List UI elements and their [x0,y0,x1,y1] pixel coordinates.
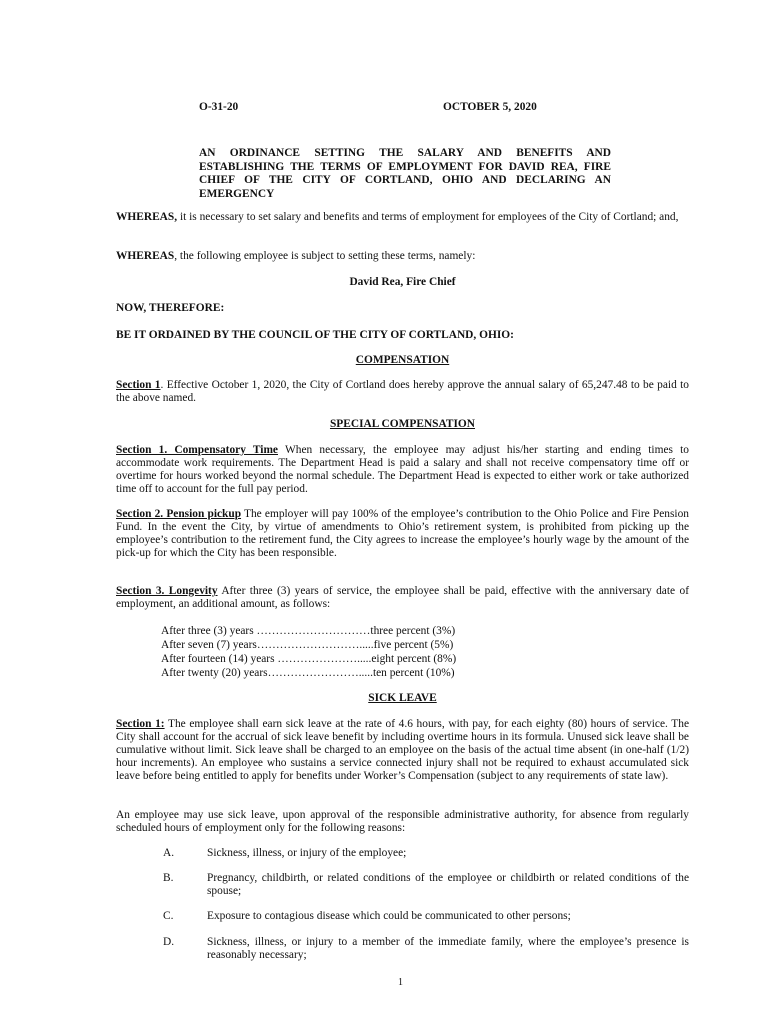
longevity-section [116,585,689,611]
reason-text: Exposure to contagious disease which could be communicated to other persons; [207,910,571,922]
longevity-tier: After twenty (20) years…………………….....ten percent (10%) [161,667,455,679]
ordinance-title: AN ORDINANCE SETTING THE SALARY AND BENEFITS AND ESTABLISHING THE TERMS OF EMPLOYMENT FOR DAVID REA, FIRE CHIEF OF THE CITY OF CORTLAND, OHIO AND DECLARING AN EMERGENCY [199,147,611,200]
ordinance-number: O-31-20 [199,101,239,113]
reason-text: Pregnancy, childbirth, or related conditions of the employee or childbirth or related conditions of the spouse; [207,872,689,897]
reason-letter: A. [163,847,175,859]
reason-text: Sickness, illness, or injury of the employee; [207,847,407,859]
compensatory-time-section [116,444,689,496]
longevity-tier: After three (3) years …………………………three percent (3%) [161,625,456,637]
section-label: Section 1 [116,379,161,391]
section-text: After three (3) years of service, the employee shall be paid, effective with the anniversary date of employment, an additional amount, as follows: [116,585,689,610]
sick-leave-heading: SICK LEAVE [368,692,437,704]
reason-letter: C. [163,910,174,922]
sick-leave-intro: An employee may use sick leave, upon approval of the responsible administrative authority, for absence from regularly scheduled hours of employment only for the following reasons: [116,809,689,834]
section-label: Section 3. Longevity [116,585,218,597]
section-text: The employee shall earn sick leave at the rate of 4.6 hours, with pay, for each eighty (80) hours of service. The City shall account for the accrual of sick leave benefit by including overtime hours in its formula. Unused sick leave shall be cumulative without limit. Sick leave shall be charged to an employee on the basis of the actual time absent (in one-half (1/2) hour increments). An employee who sustains a service connected injury shall not be required to exhaust accumulated sick leave before being entitled to apply for benefits under Worker’s Compensation (subject to any requirements of state law). [116,718,689,782]
compensation-section-1 [116,379,689,405]
whereas-text: , the following employee is subject to setting these terms, namely: [174,250,476,262]
ordinance-date: OCTOBER 5, 2020 [443,101,537,113]
pension-pickup-section [116,508,689,560]
reason-letter: B. [163,872,174,884]
whereas-lead: WHEREAS [116,250,175,262]
section-label: Section 1: [116,718,165,730]
whereas-paragraph-1 [116,211,689,224]
compensation-heading: COMPENSATION [355,354,450,366]
section-text: When necessary, the employee may adjust his/her starting and ending times to accommodate work requirements. The Department Head is paid a salary and shall not receive compensatory time off or overtime for hours worked beyond the normal schedule. The Department Head is expected to either work or take authorized time off to account for the full pay period. [116,444,689,495]
section-text: The employer will pay 100% of the employee’s contribution to the Ohio Police and Fire Pension Fund. In the event the City, by virtue of amendments to Ohio’s retirement system, is prohibited from picking up the employee’s contribution to the retirement fund, the City agrees to increase the employee’s hourly wage by the amount of the pick-up for which the City has been responsible. [116,508,689,559]
page-number: 1 [398,977,403,988]
longevity-tier: After seven (7) years……………………….....five percent (5%) [161,639,454,651]
ordained-clause: BE IT ORDAINED BY THE COUNCIL OF THE CITY OF CORTLAND, OHIO: [116,329,514,341]
section-text: . Effective October 1, 2020, the City of Cortland does hereby approve the annual salary of 65,247.48 to be paid to the above named. [116,379,689,404]
whereas-text: it is necessary to set salary and benefits and terms of employment for employees of the City of Cortland; and, [177,211,679,223]
longevity-tier: After fourteen (14) years ………………….....eight percent (8%) [161,653,457,665]
section-label: Section 2. Pension pickup [116,508,242,520]
employee-name: David Rea, Fire Chief [349,276,456,288]
whereas-lead: WHEREAS, [116,211,178,223]
section-label: Section 1. Compensatory Time [116,444,278,456]
reason-text: Sickness, illness, or injury to a member of the immediate family, where the employee’s presence is reasonably necessary; [207,936,689,961]
reason-letter: D. [163,936,175,948]
sick-leave-section-1 [116,718,689,783]
whereas-paragraph-2 [116,250,689,263]
special-compensation-heading: SPECIAL COMPENSATION [329,418,476,430]
now-therefore: NOW, THEREFORE: [116,302,225,314]
